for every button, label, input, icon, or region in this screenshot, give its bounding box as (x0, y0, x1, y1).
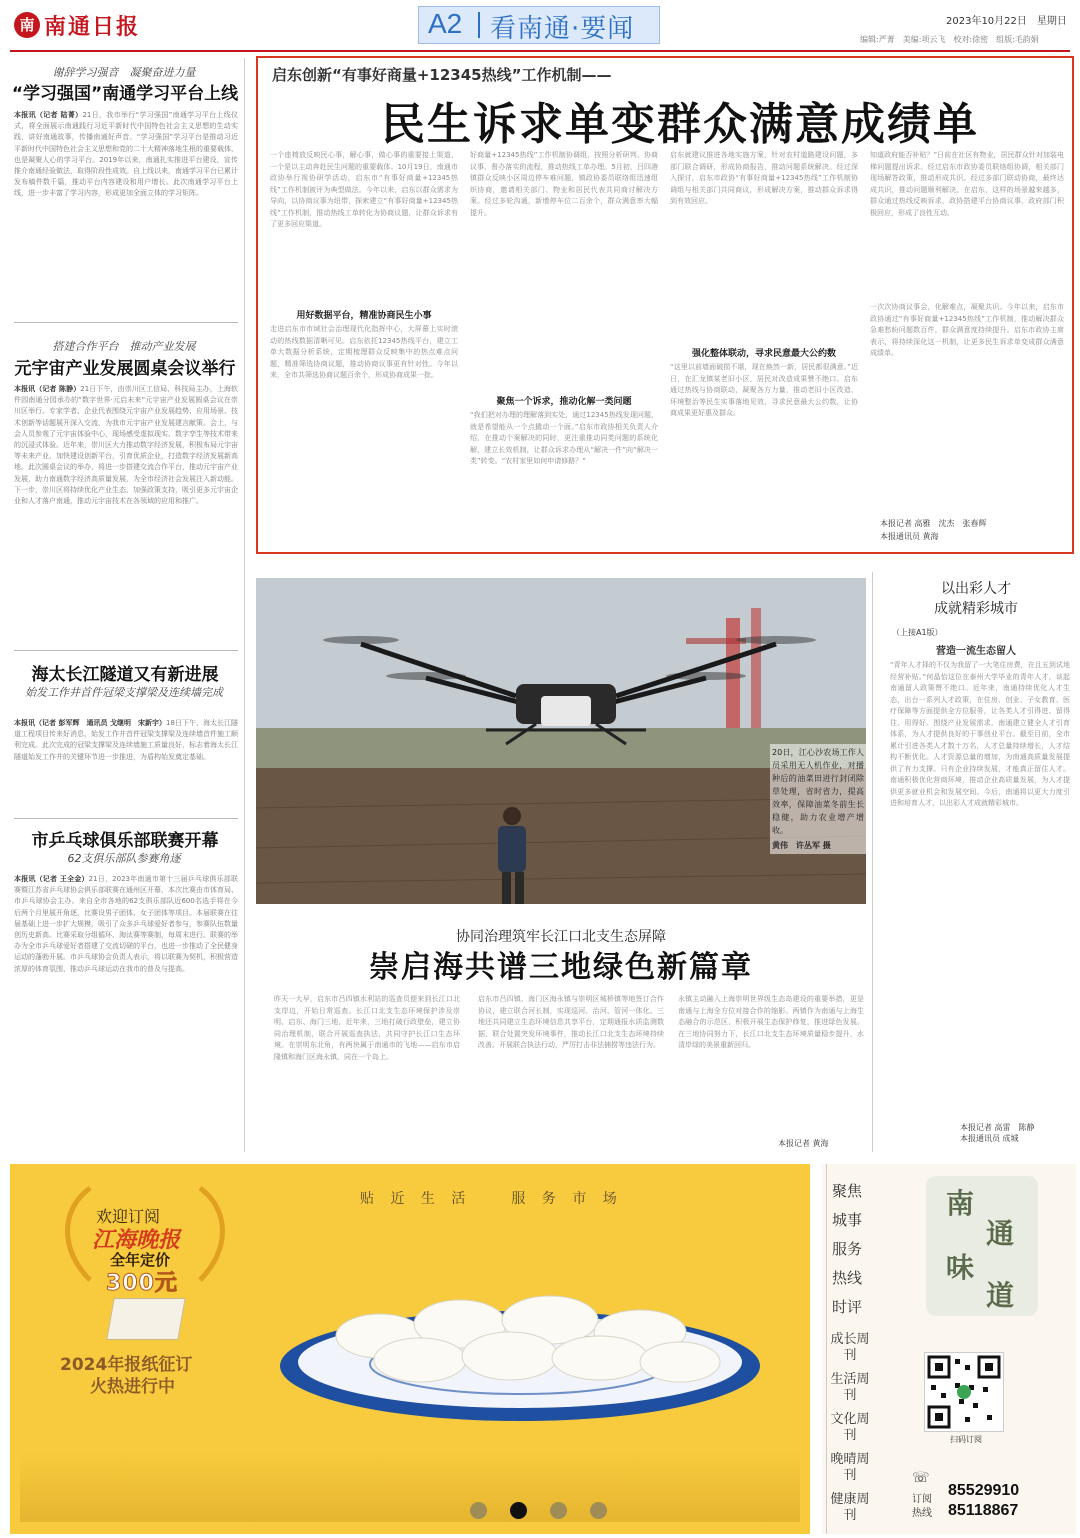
carousel-dot-2[interactable] (510, 1502, 527, 1519)
article-divider (14, 650, 238, 651)
skyline-silhouette (20, 1452, 800, 1522)
article-byline: 本报讯（记者 陆菁） (14, 111, 83, 119)
ad-price-label: 全年定价 (110, 1251, 171, 1269)
photo-credit: 黄伟 许丛军 摄 (772, 841, 831, 850)
article-divider (14, 322, 238, 323)
right-article-title: 以出彩人才 (941, 581, 1011, 597)
column-divider (872, 572, 873, 1152)
feature-column-4: 知道政府能否补贴？”日前在社区有物业，居民群众针对加装电梯问题提出诉求。经过启东市政协委员联络组协调，相关部门现场解答政策，推动形成共识。经过多部门联动协商，最终达成共识，推动问题顺利解决。在启东，这样的场景越来越多，群众通过热线反映诉求，政协搭建平台协商议事，政府部门积极回应，形成了良性互动。 (870, 151, 1064, 217)
hotline-number: 85529910 (948, 1482, 1020, 1499)
feature-column-4b: 一次次协商议事会，化解难点，凝聚共识。今年以来，启东市政协通过“有事好商量+12345热线”工作机制，推动解决群众急难愁盼问题数百件，群众满意度持续提升。启东市政协主席表示，将持续深化这一机制，让更多民生诉求单变成群众满意成绩单。 (870, 303, 1064, 357)
feature-section-head: 聚焦一个诉求，推动化解一类问题 (496, 397, 632, 407)
article-body (14, 718, 238, 810)
ad-weekly-item: 健康周刊 (830, 1492, 870, 1523)
feature-column-3: 启东就建议推进各地实施方案，针对农村道路建设问题，多部门联合调研，形成协商报告，推动问题系统解决。经过深入探讨，启东市政协“有事好商量+12345热线”工作机制协调组与相关部门共同商议，形成解决方案，推动群众诉求得到有效回应。 (670, 151, 858, 205)
continued-from: （上接A1版） (892, 628, 943, 637)
ad-weekly-item: 晚晴周刊 (830, 1452, 870, 1483)
ad-feature-item: 聚焦 (832, 1182, 863, 1200)
ad-feature-item: 服务 (832, 1240, 863, 1258)
lower-article-kicker: 协同治理筑牢长江口北支生态屏障 (456, 929, 666, 945)
page-section-name: 看南通·要闻 (490, 14, 635, 44)
right-section-head: 营造一流生态留人 (936, 646, 1016, 657)
lower-byline: 本报记者 黄海 (778, 1139, 829, 1148)
logo-char: 通 (986, 1217, 1015, 1250)
ad-year-line: 2024年报纸征订 (60, 1355, 193, 1375)
masthead (0, 0, 1080, 50)
logo-icon: 南 (14, 12, 40, 38)
drone-photo-scene (256, 578, 866, 904)
feature-column-2b: “我们把对办理的理解落到实处，通过12345热线发现问题，就是希望能从一个点撬动一个面。”启东市政协相关负责人介绍，在推动个案解决的同时，更注重推动同类问题的系统化解，建立长效机制，让群众诉求办理从“解决一件”向“解决一类”转变。“农村家里如何申请修路？” (470, 411, 658, 465)
ad-feature-item: 热线 (832, 1269, 863, 1287)
ad-paper-name: 江海晚报 (92, 1227, 181, 1253)
ad-feature-item: 城事 (832, 1211, 863, 1229)
carousel-dot-4[interactable] (590, 1502, 607, 1519)
issue-date: 2023年10月22日 星期日 (946, 16, 1067, 27)
scan-label: 扫码订阅 (950, 1435, 982, 1444)
right-byline-reporter: 本报记者 高雷 陈静 (960, 1123, 1035, 1132)
editor-credits: 编辑:严菁 美编:项云飞 校对:徐密 组版:毛韵娟 (860, 35, 1039, 44)
feature-column-3b: “这里以前墙面破损不堪，现在焕然一新，居民都很满意。”近日，在汇龙镇某老旧小区，居民对改造成果赞不绝口。启东通过热线与协商联动，凝聚各方力量，推动老旧小区改造、环境整治等民生实事落地见效，寻求民意最大公约数，让协商成果更好惠及群众。 (670, 363, 858, 417)
article-subtitle: 始发工作井首件冠梁支撑梁及连续墙完成 (25, 686, 223, 699)
page-number: A2 (428, 8, 463, 39)
qr-code-icon[interactable] (924, 1352, 1004, 1432)
article-body (14, 384, 238, 640)
feature-column-1: 一个座椅放反映民心事，解心事，做心事的重要接上渠道，一个是以主动奔赴民生问题的重要载体。10月19日，南通市政协举行视协研学活动，启东市“有事好商量+12345热线”工作机制被评为典型做法。今年以来，启东以群众需求为导向，以协商议事为纽带，探索建立“有事好商量+12345热线”工作机制，推动热线工单转化为协商议题，让群众诉求有了更多回应渠道。 (270, 151, 458, 228)
logo-char: 味 (946, 1251, 975, 1284)
article-text: 21日，2023年南通市第十三届乒乓球俱乐部联赛暨江苏省乒乓球协会俱乐部联赛在通州区开幕，本次比赛由市体育局、市乒乓球协会主办。来自全市各地的62支俱乐部队近600名选手将在今后两个月里展开角逐，比赛设男子团体、女子团体等项目。本届联赛在往届基础上进一步扩大规模，吸引了众多乒乓球爱好者参与，参赛队伍数量创历史新高。比赛采取分组循环、淘汰赛等赛制，每周末进行。联赛的举办为全市乒乓球爱好者搭建了交流切磋的平台，也进一步推动了全民健身运动的蓬勃开展。市乒乓球协会负责人表示，将以联赛为契机，积极营造浓厚的体育氛围，推动乒乓球运动在我市的普及与提高。 (14, 875, 238, 973)
article-headline: 元宇宙产业发展圆桌会议举行 (14, 359, 236, 379)
article-text: 18日下午，海太长江隧道工程项目传来好消息，始发工作井首件冠梁支撑梁及连续墙首件施工顺利完成。此次完成的冠梁支撑梁及连续墙施工质量良好，标志着海太长江隧道始发工作井的关键环节进一步推进，为盾构始发奠定基础。 (14, 719, 238, 761)
article-byline: 本报讯（记者 王全金） (14, 875, 89, 883)
carousel-dot-3[interactable] (550, 1502, 567, 1519)
article-subtitle: 谢辞学习强音 凝聚奋进力量 (52, 66, 196, 79)
feature-column-2: 好商量+12345热线”工作机制协调组，按照分析研判、协商议事、督办落实的流程，推动热线工单办理。5月初，吕四港镇群众反映小区周边停车难问题，镇政协委员联络组迅速组织协商，邀请相关部门、物业和居民代表共同商讨解决方案。经过多轮沟通，新增停车位二百余个，群众满意率大幅提升。 (470, 151, 658, 217)
right-byline (960, 1122, 1035, 1144)
page-tab-divider (478, 12, 480, 38)
ad-weekly-item: 文化周刊 (830, 1412, 870, 1443)
feature-byline: 本报记者 高雅 沈杰 张春辉 (880, 519, 987, 528)
photo-caption-text: 20日，江心沙农场工作人员采用无人机作业，对播种后的油菜田进行封闭除草处理，省时省力，提高效率，保障油菜冬前生长稳健，助力农业增产增收。 (772, 748, 864, 835)
phone-icon: ☏ (912, 1470, 930, 1486)
article-divider (14, 818, 238, 819)
article-body (14, 110, 238, 314)
ad-divider (826, 1164, 827, 1534)
lower-column-1: 昨天一大早，启东市吕四镇水利站的巡查员便来到长江口北支岸边，开始日常巡查。长江口北支生态环境保护涉及崇明、启东、海门三地，近年来，三地打破行政壁垒，建立协同治理机制，联合开展巡查执法，共同守护长江口生态环境。在崇明东北角，有两块属于南通市的飞地——启东市启隆镇和海门区海永镇，同在一个岛上。 (274, 995, 460, 1061)
lower-column-2: 启东市吕四镇、海门区海永镇与崇明区城桥镇等地签订合作协议，建立联合河长制，实现巡河、治河、管河一体化。三地还共同建立生态环境信息共享平台，定期通报水质监测数据，联合处置突发环境事件，推动长江口北支生态环境持续改善。开展联合执法行动，严厉打击非法捕捞等违法行为。 (478, 995, 664, 1049)
right-article-body: “青年人才择的不仅为我留了一大笔住房费，在且五到试地经营补贴。”何晶怡这位在泰州大学毕业的青年人才，谈起南通留人政策赞不绝口。近年来，南通持续优化人才生态，出台一系列人才政策，在住房、创业、子女教育、医疗保障等方面提供全方位服务，让各类人才引得进、留得住、用得好。围绕产业发展需求，南通建立健全人才引育体系，为人才提供良好的干事创业平台。截至目前，全市累计引进各类人才数十万名，人才总量持续增长，人才结构不断优化。人才资源总量的增加，为南通高质量发展提供了有力支撑。只有企业持续发展，才能真正留住人才。南通积极优化营商环境，推动企业高质量发展，为人才提供更多就业机会和发展空间。今后，南通将以更大力度引进和培育人才，以出彩人才成就精彩城市。 (890, 661, 1070, 807)
ad-price: 300元 (106, 1271, 178, 1296)
right-byline-correspondent: 本报通讯员 成城 (960, 1134, 1019, 1143)
lower-column-3: 永镇主动融入上海崇明世界级生态岛建设的重要举措，更是南通与上海全方位对接合作的缩影。两镇作为南通与上海生态融合的示范区，积极开展生态保护修复，推进绿色发展。在三地协同努力下，长江口北支生态环境质量稳步提升，水清岸绿的美景重新回归。 (678, 995, 864, 1049)
article-headline: 市乒乓球俱乐部联赛开幕 (31, 831, 219, 851)
ad-slogan: 贴 近 生 活 服 务 市 场 (360, 1191, 623, 1207)
drone-photo (256, 578, 866, 904)
feature-column-1b: 走进启东市市域社会治理现代化指挥中心，大屏幕上实时滚动的热线数据清晰可见。启东依托12345热线平台，建立工单大数据分析系统，定期梳理群众反映集中的热点难点问题，精准筛选协商议题，推动协商议事更有针对性。今年以来，全市共筛选协商议题百余个，形成协商成果一批。 (270, 325, 458, 379)
hotline-number: 85118867 (948, 1502, 1019, 1519)
feature-section-head: 用好数据平台，精准协商民生小事 (296, 311, 432, 321)
hotline-label: 热线 (912, 1508, 932, 1519)
article-subtitle: 搭建合作平台 推动产业发展 (52, 340, 196, 353)
feature-kicker: 启东创新“有事好商量+12345热线”工作机制—— (272, 66, 612, 84)
ad-weekly-item: 成长周刊 (830, 1332, 870, 1363)
logo-char: 南 (946, 1187, 975, 1220)
article-byline: 本报讯（记者 陈静） (14, 385, 81, 393)
article-headline: 海太长江隧道又有新进展 (31, 665, 219, 685)
article-body (14, 874, 238, 1152)
ad-welcome: 欢迎订阅 (96, 1207, 161, 1226)
logo-char: 道 (986, 1279, 1015, 1312)
right-article-title: 成就精彩城市 (934, 601, 1018, 617)
lower-article-headline: 崇启海共谱三地绿色新篇章 (369, 950, 753, 985)
masthead-rule (10, 50, 1070, 52)
article-subtitle: 62支俱乐部队参赛角逐 (67, 852, 181, 865)
article-headline: “学习强国”南通学习平台上线 (11, 84, 239, 104)
newspaper-icon (106, 1298, 185, 1340)
column-divider (244, 58, 245, 1152)
feature-headline: 民生诉求单变群众满意成绩单 (381, 99, 979, 150)
feature-section-head: 强化整体联动，寻求民意最大公约数 (691, 349, 836, 359)
carousel-dot-1[interactable] (470, 1502, 487, 1519)
article-text: 21日下午，由崇川区工信局、科技局主办，上海软件园南通分园承办的“数字世界·元启未来”元宇宙产业发展圆桌会议在崇川区举行。专家学者、企业代表围绕元宇宙产业发展趋势、应用场景、技术创新等话题展开深入交流，为我市元宇宙产业发展建言献策。会上，与会人员参观了元宇宙体验中心，现场感受虚拟现实、数字孪生等技术带来的沉浸式体验。近年来，崇川区大力推动数字经济发展，积极布局元宇宙等未来产业，加快建设创新平台，引育优质企业，打造数字经济发展新高地。此次圆桌会议的举办，将进一步搭建交流合作平台，推动元宇宙产业发展，助力南通数字经济高质量发展，为全市经济社会发展注入新动能。下一步，崇川区将持续优化产业生态，加强政策支持，吸引更多元宇宙企业和人才落户南通，推动元宇宙技术在各领域的应用和推广。 (14, 385, 238, 506)
article-text: 21日，我市举行“学习强国”南通学习平台上线仪式，将全面展示南通践行习近平新时代中国特色社会主义思想的生动实践，讲好南通故事，传播南通好声音。“学习强国”学习平台是推动习近平新时代中国特色社会主义思想和党的二十大精神落地生根的重要载体，也是凝聚人心的学习平台。2019年以来，南通扎实推进平台建设，宣传推介南通经验做法，取得阶段性成效。自上线以来，南通学习平台已累计发布稿件数千篇，推动平台内容建设和用户增长。此次南通学习平台上线，进一步丰富了学习内容，形成更加全面立体的学习矩阵。 (14, 111, 238, 198)
ad-hot-line: 火热进行中 (90, 1377, 175, 1397)
article-byline: 本报讯（记者 彭军辉 通讯员 戈继明 宋新宇） (14, 719, 167, 727)
ad-weekly-item: 生活周刊 (830, 1372, 870, 1403)
hotline-label: 订阅 (912, 1494, 932, 1505)
newspaper-logo: 南通日报 (44, 14, 141, 40)
feature-byline: 本报通讯员 黄海 (880, 532, 939, 541)
photo-caption (770, 744, 866, 854)
nantong-flavor-logo (926, 1176, 1038, 1316)
ad-feature-item: 时评 (832, 1298, 863, 1316)
dumpling-plate-image (260, 1236, 780, 1456)
